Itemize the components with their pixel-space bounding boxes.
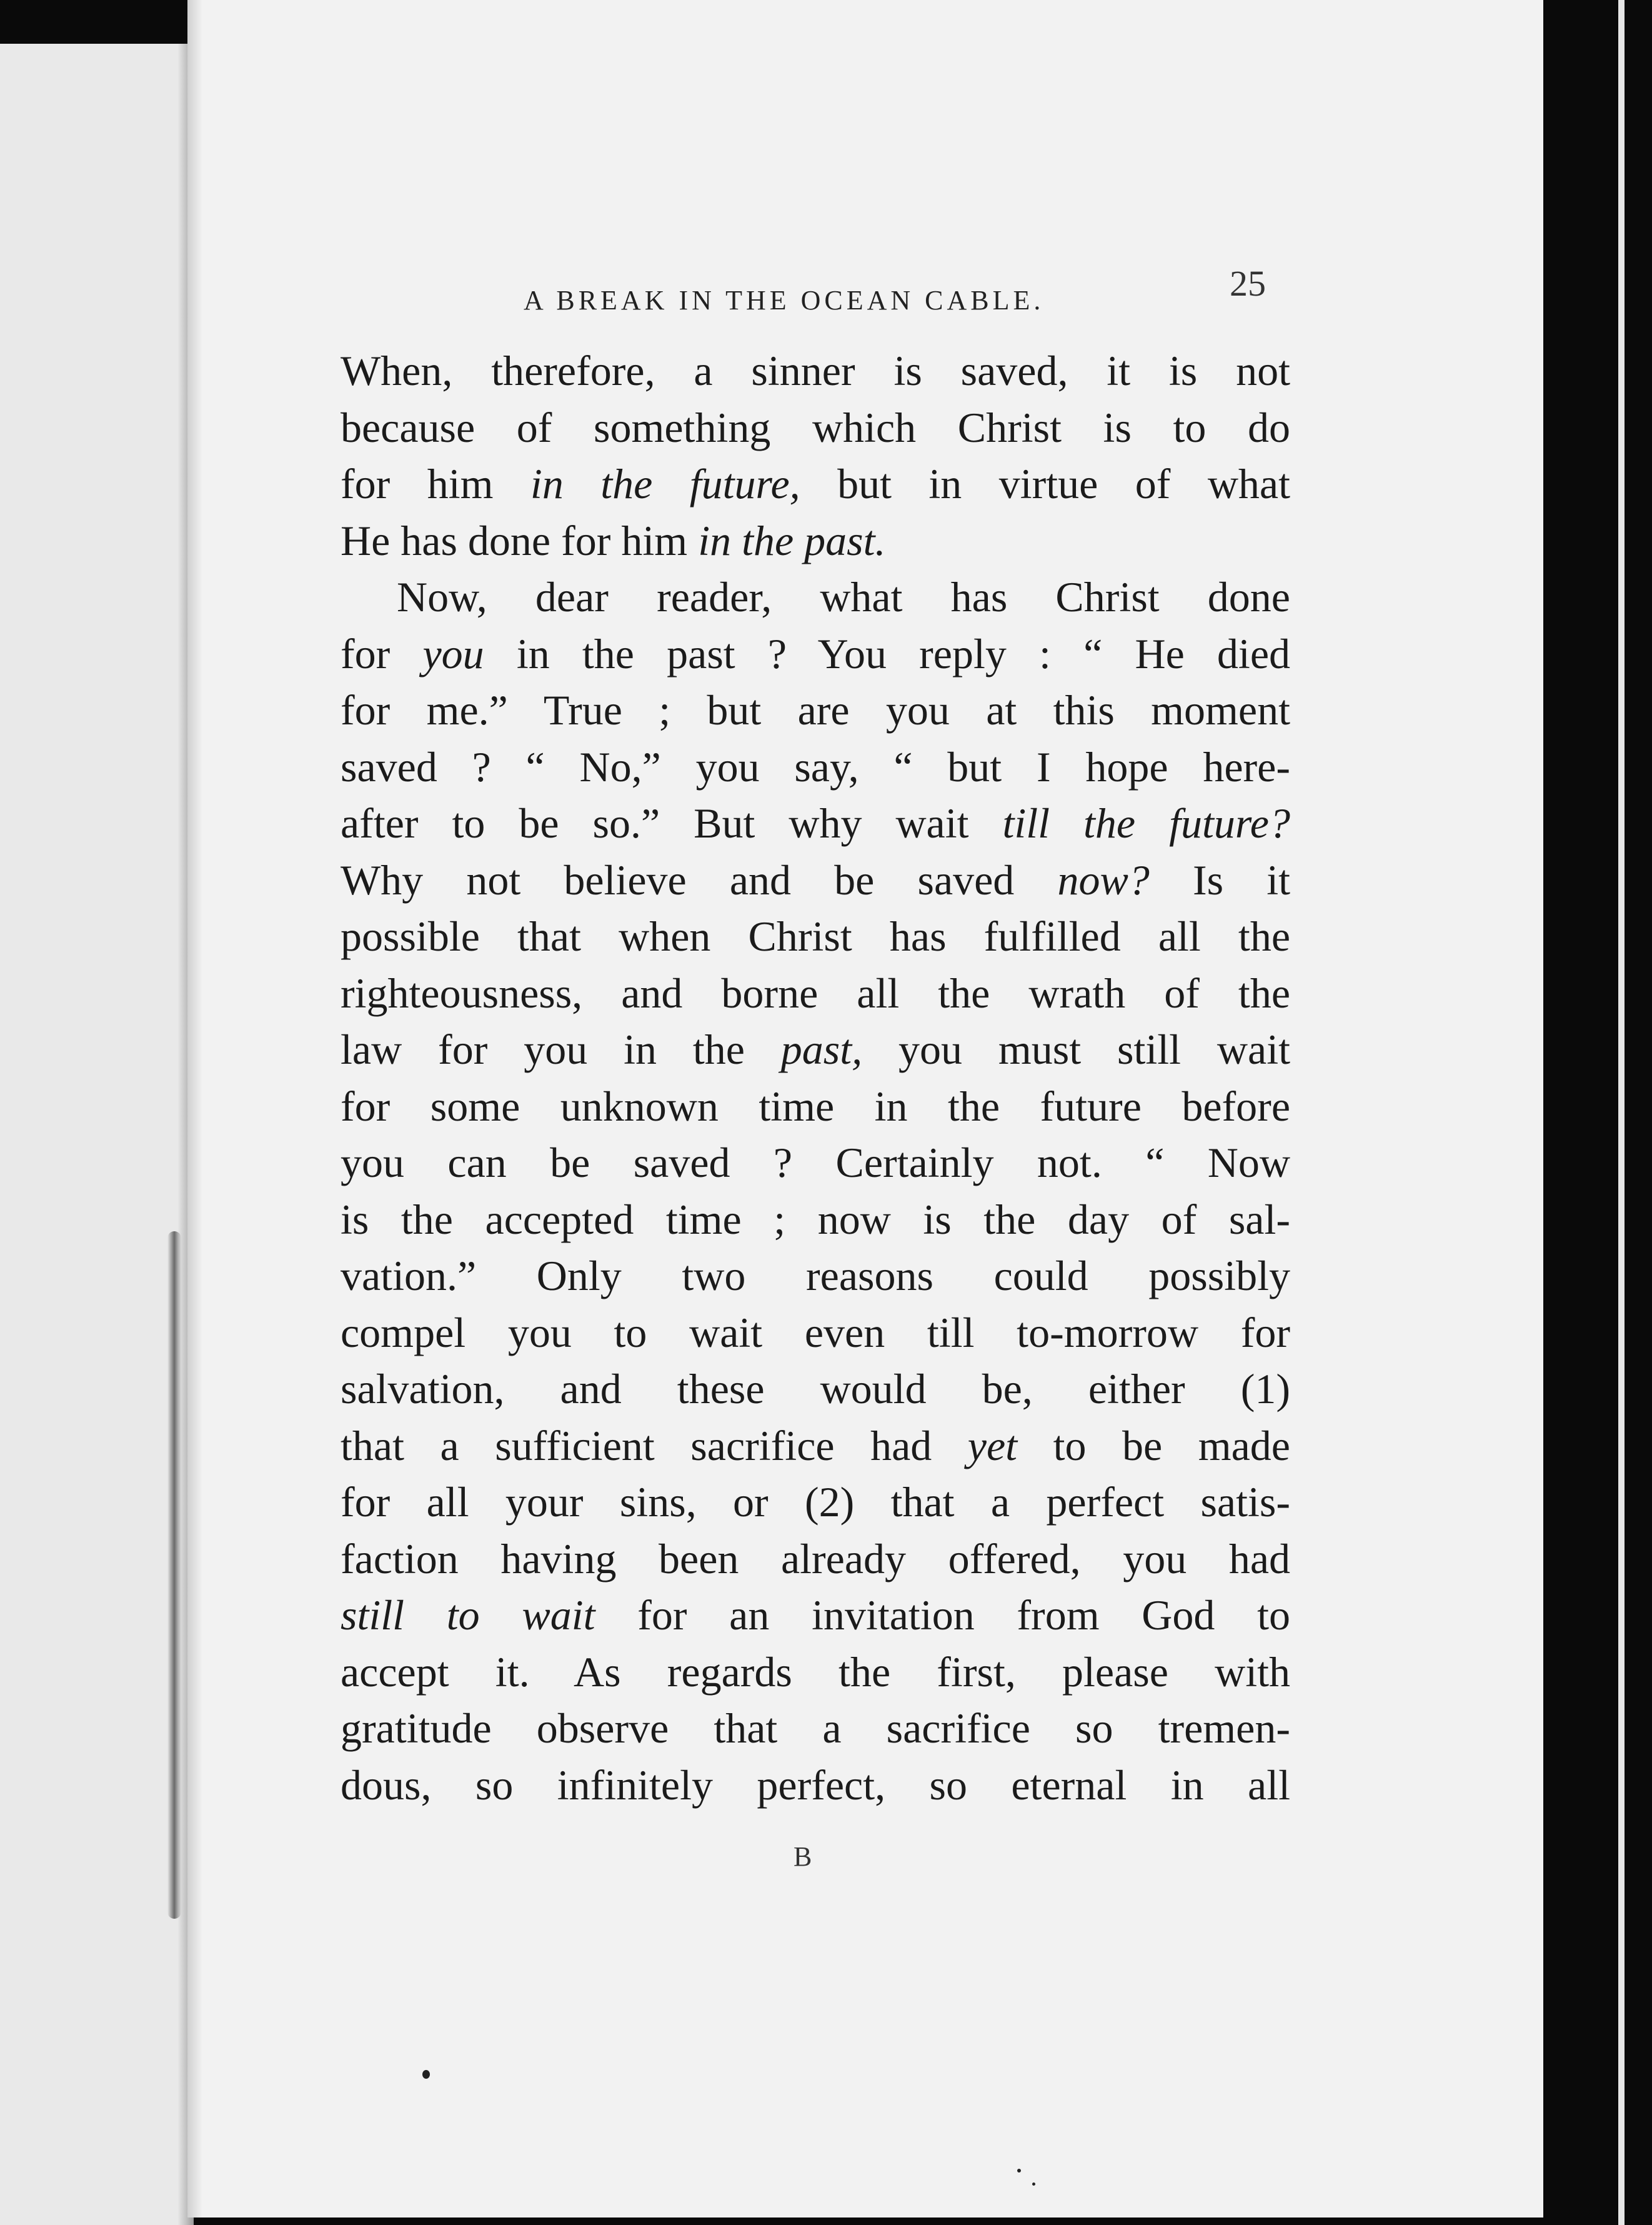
text-line xyxy=(341,1644,1290,1701)
ink-speck xyxy=(1017,2169,1021,2172)
page-crease xyxy=(167,1231,181,1919)
text-run: accept it. As regards the first, please with xyxy=(341,1648,1290,1696)
facing-page-edge xyxy=(0,44,194,2225)
text-run: dous, so infinitely perfect, so eternal in all xyxy=(341,1761,1290,1809)
text-line xyxy=(341,1700,1290,1757)
italic-text: yet xyxy=(967,1421,1018,1469)
italic-text: till the future? xyxy=(1002,799,1290,847)
italic-text: still to wait xyxy=(341,1591,595,1639)
text-line xyxy=(341,682,1290,739)
running-head: A BREAK IN THE OCEAN CABLE. xyxy=(524,285,1045,316)
text-line xyxy=(341,626,1290,682)
text-line xyxy=(341,739,1290,796)
text-run: faction having been already offered, you had xyxy=(341,1534,1290,1582)
italic-text: in the future, xyxy=(530,460,800,508)
page-number: 25 xyxy=(1230,263,1266,304)
text-run: He has done for him xyxy=(341,516,699,564)
text-run: you can be saved ? Certainly not. “ Now xyxy=(341,1139,1290,1186)
page-stack-edge xyxy=(1618,0,1625,2225)
text-run: compel you to wait even till to-morrow for xyxy=(341,1308,1290,1356)
text-run: after to be so.” But why wait xyxy=(341,799,1003,847)
text-run: righteousness, and borne all the wrath of the xyxy=(341,969,1290,1017)
text-run: in the past ? You reply : “ He died xyxy=(484,629,1290,678)
text-run: is the accepted time ; now is the day of sal- xyxy=(341,1195,1290,1243)
text-run: you must still wait xyxy=(862,1026,1290,1073)
text-run: Is it xyxy=(1149,856,1290,904)
text-line xyxy=(341,852,1290,909)
text-line xyxy=(341,569,1290,626)
text-line xyxy=(341,456,1290,512)
italic-text: you xyxy=(422,629,484,678)
italic-text: in the past. xyxy=(698,516,886,564)
text-run: for me.” True ; but are you at this moment xyxy=(341,686,1290,734)
ink-speck xyxy=(422,2070,430,2079)
text-run: that a sufficient sacrifice had xyxy=(341,1421,968,1469)
text-line xyxy=(341,512,1290,569)
text-run: possible that when Christ has fulfilled all the xyxy=(341,912,1290,960)
text-line xyxy=(341,965,1290,1022)
text-run: for xyxy=(341,629,423,678)
text-run: for all your sins, or (2) that a perfect satis- xyxy=(341,1478,1290,1526)
text-run: for him xyxy=(341,460,530,508)
text-line xyxy=(341,1248,1290,1304)
text-line xyxy=(341,1757,1290,1814)
text-line xyxy=(341,1531,1290,1588)
text-line xyxy=(341,1587,1290,1644)
signature-mark: B xyxy=(794,1841,812,1872)
text-run: for some unknown time in the future before xyxy=(341,1082,1290,1130)
ink-speck xyxy=(1032,2182,1035,2186)
text-run: gratitude observe that a sacrifice so tremen- xyxy=(341,1704,1290,1752)
text-run: because of something which Christ is to do xyxy=(341,403,1290,451)
text-run: to be made xyxy=(1017,1421,1290,1469)
text-run: salvation, and these would be, either (1) xyxy=(341,1365,1290,1412)
text-line xyxy=(341,1078,1290,1135)
italic-text: past, xyxy=(780,1026,863,1073)
text-run: for an invitation from God to xyxy=(595,1591,1290,1639)
scan-right-border xyxy=(1543,0,1652,2225)
text-line xyxy=(341,1418,1290,1474)
text-line xyxy=(341,399,1290,456)
text-line xyxy=(341,1021,1290,1078)
text-line xyxy=(341,1361,1290,1418)
italic-text: now? xyxy=(1057,856,1150,904)
text-line xyxy=(341,342,1290,399)
text-line xyxy=(341,1191,1290,1248)
text-line xyxy=(341,1134,1290,1191)
text-line xyxy=(341,908,1290,965)
text-line xyxy=(341,795,1290,852)
body-text xyxy=(341,342,1290,1813)
text-run: vation.” Only two reasons could possibly xyxy=(341,1252,1290,1299)
text-run: Now, dear reader, what has Christ done xyxy=(397,573,1290,621)
text-run: law for you in the xyxy=(341,1026,781,1073)
gutter-edge xyxy=(187,0,202,2218)
text-run: Why not believe and be saved xyxy=(341,856,1058,904)
text-run: but in virtue of what xyxy=(800,460,1290,508)
text-run: saved ? “ No,” you say, “ but I hope here- xyxy=(341,742,1290,791)
text-line xyxy=(341,1474,1290,1531)
text-run: When, therefore, a sinner is saved, it is not xyxy=(341,347,1290,394)
text-line xyxy=(341,1304,1290,1361)
